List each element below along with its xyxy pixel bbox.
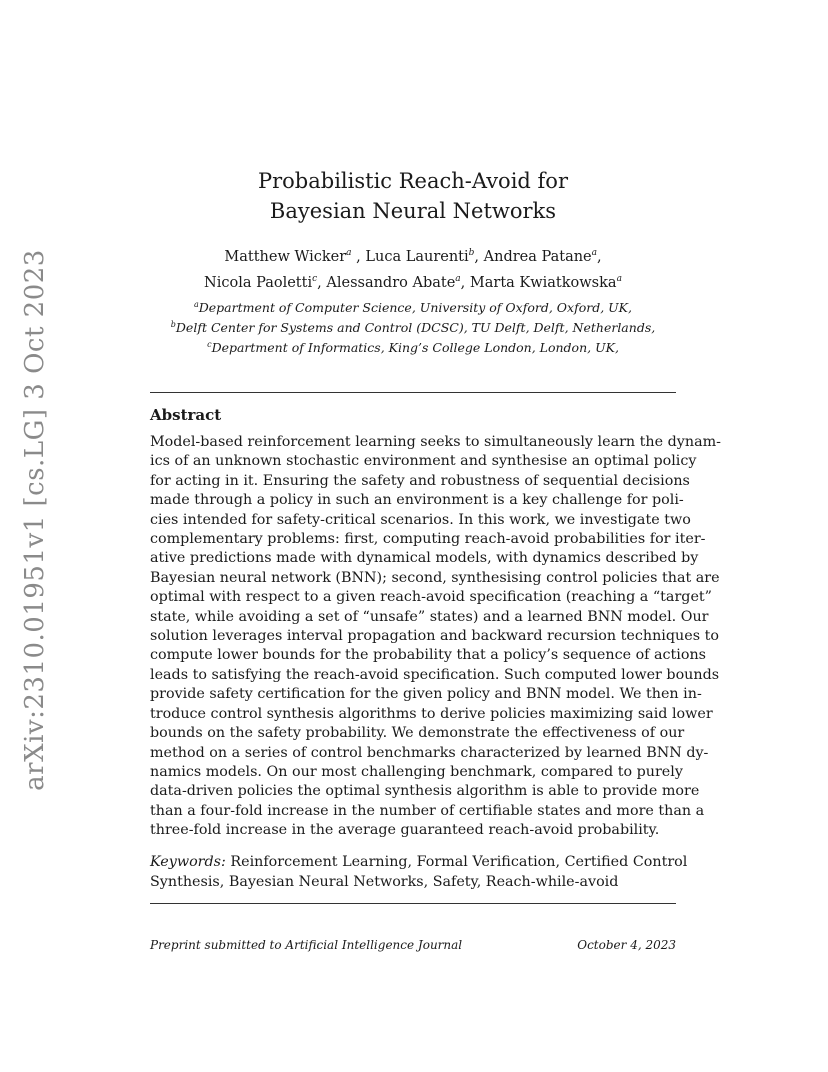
abstract-top-rule xyxy=(150,392,676,393)
abstract-line: bounds on the safety probability. We demonstrate the effectiveness of our xyxy=(150,725,685,742)
abstract-line: solution leverages interval propagation and backward recursion techniques to xyxy=(150,628,719,645)
keywords-text-1: Reinforcement Learning, Formal Verification, Certified Control xyxy=(230,854,688,870)
keywords-line-1 xyxy=(150,852,688,872)
affiliation-text: Department of Computer Science, University of Oxford, Oxford, UK, xyxy=(198,300,632,316)
abstract-line: namics models. On our most challenging benchmark, compared to purely xyxy=(150,763,683,780)
footer-preprint-note: Preprint submitted to Artificial Intelligence Journal xyxy=(150,938,463,952)
abstract-line: state, while avoiding a set of “unsafe” states) and a learned BNN model. Our xyxy=(150,608,709,625)
author-name: Matthew Wicker xyxy=(224,248,347,265)
author-affiliation-mark: a xyxy=(455,273,461,284)
author-name: Alessandro Abate xyxy=(326,274,456,291)
affiliation-text: Department of Informatics, King’s College London, London, UK, xyxy=(211,340,619,356)
author-name: Andrea Patane xyxy=(483,248,592,265)
abstract-line: troduce control synthesis algorithms to derive policies maximizing said lower xyxy=(150,705,713,722)
footer-date: October 4, 2023 xyxy=(577,938,676,952)
abstract-heading: Abstract xyxy=(150,406,222,424)
author-name: Marta Kwiatkowska xyxy=(469,274,617,291)
author-name: Nicola Paoletti xyxy=(204,274,313,291)
abstract-line: ics of an unknown stochastic environment and synthesise an optimal policy xyxy=(150,453,697,470)
abstract-line: leads to satisfying the reach-avoid specification. Such computed lower bounds xyxy=(150,666,720,683)
affiliation-key: c xyxy=(207,340,212,350)
author-affiliation-mark: c xyxy=(312,273,318,284)
abstract-bottom-rule xyxy=(150,903,676,904)
affiliation-item xyxy=(150,296,676,316)
abstract-line: complementary problems: first, computing reach-avoid probabilities for iter- xyxy=(150,531,706,548)
abstract-line: ative predictions made with dynamical models, with dynamics described by xyxy=(150,550,699,567)
author-affiliation-mark: b xyxy=(468,248,475,258)
affiliation-key: a xyxy=(193,300,199,309)
keywords-block xyxy=(150,852,688,892)
abstract-line: for acting in it. Ensuring the safety and robustness of sequential decisions xyxy=(150,472,690,489)
abstract-line: method on a series of control benchmarks characterized by learned BNN dy- xyxy=(150,744,709,761)
affiliation-key: b xyxy=(170,320,176,330)
affiliation-item xyxy=(150,336,676,356)
author-affiliation-mark: a xyxy=(346,248,352,258)
abstract-line: compute lower bounds for the probability that a policy’s sequence of actions xyxy=(150,647,707,664)
author-affiliation-mark: a xyxy=(591,248,598,258)
title-line-2: Bayesian Neural Networks xyxy=(269,199,557,223)
title-line-1: Probabilistic Reach-Avoid for xyxy=(258,169,568,193)
author-line-2: Nicola Paoletti$^c$, Alessandro Abate$^a$, Marta Kwiatkowska$^a$ xyxy=(204,273,622,291)
arxiv-side-stamp: arXiv:2310.01951v1 [cs.LG] 3 Oct 2023 xyxy=(20,249,50,791)
abstract-line: cies intended for safety-critical scenarios. In this work, we investigate two xyxy=(150,511,691,528)
abstract-line: three-fold increase in the average guaranteed reach-avoid probability. xyxy=(150,822,660,839)
paper-title xyxy=(150,166,676,226)
abstract-line: made through a policy in such an environment is a key challenge for poli- xyxy=(150,492,684,509)
author-list xyxy=(150,242,676,294)
affiliation-list xyxy=(150,296,676,356)
keywords-label: Keywords: xyxy=(150,854,226,870)
abstract-line: provide safety certification for the given policy and BNN model. We then in- xyxy=(150,686,702,703)
author-line-1: Matthew Wicker$^a$ , Luca Laurenti$^b$, Andrea Patane$^a$, xyxy=(224,248,602,265)
abstract-line: Model-based reinforcement learning seeks to simultaneously learn the dynam- xyxy=(150,434,721,450)
abstract-line: optimal with respect to a given reach-avoid specification (reaching a “target” xyxy=(150,589,712,606)
author-name: Luca Laurenti xyxy=(365,248,469,265)
abstract-line: Bayesian neural network (BNN); second, synthesising control policies that are xyxy=(150,569,720,586)
page-footer xyxy=(150,938,676,952)
abstract-line: than a four-fold increase in the number of certifiable states and more than a xyxy=(150,802,705,819)
author-affiliation-mark: a xyxy=(616,273,622,284)
affiliation-text: Delft Center for Systems and Control (DCSC), TU Delft, Delft, Netherlands, xyxy=(175,320,656,336)
abstract-body xyxy=(150,433,721,841)
abstract-line: data-driven policies the optimal synthesis algorithm is able to provide more xyxy=(150,783,700,800)
keywords-line-2: Synthesis, Bayesian Neural Networks, Safety, Reach-while-avoid xyxy=(150,874,619,890)
affiliation-item xyxy=(150,316,676,336)
